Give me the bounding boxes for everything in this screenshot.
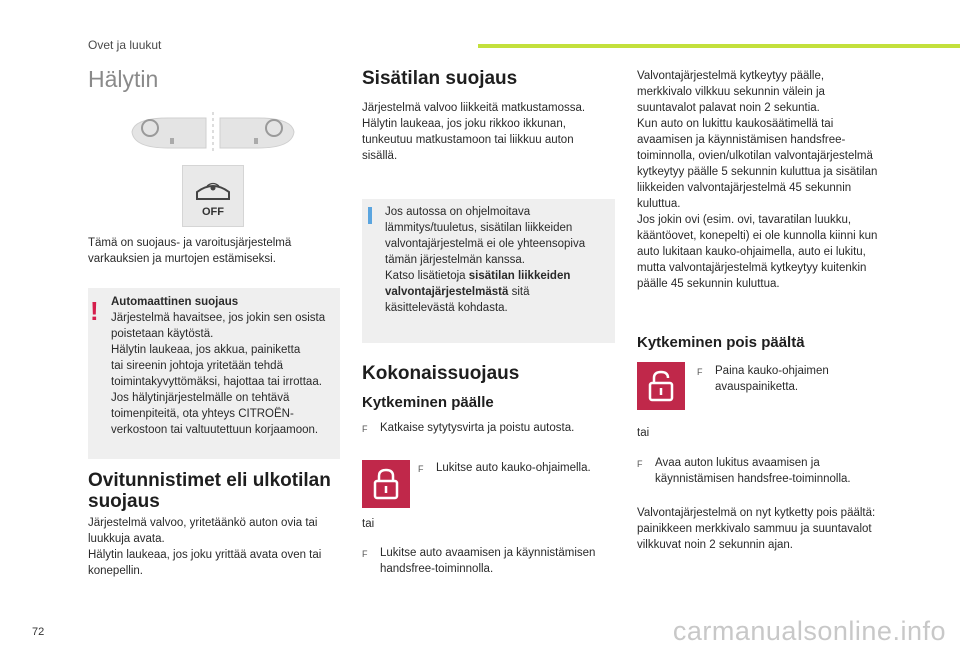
activation-step-3: F Lukitse auto avaamisen ja käynnistämisen handsfree-toiminnolla. (362, 547, 596, 575)
intro-text: Tämä on suojaus- ja varoitusjärjestelmä varkauksien ja murtojen estämiseksi. (88, 237, 292, 265)
deactivation-heading: Kytkeminen pois päältä (637, 334, 805, 351)
interior-sensor-illustration (128, 110, 298, 154)
section-accent-bar (478, 44, 960, 48)
unlock-icon (646, 369, 676, 403)
deactivation-or: tai (637, 427, 650, 439)
total-heading: Kokonaissuojaus (362, 363, 520, 384)
warning-text: Automaattinen suojaus Järjestelmä havaitsee, jos jokin sen osista poistetaan käytöstä. Hälytin laukeaa, jos akkua, painiketta tai sireenin johtoja yritetään tehdä toimintakyvyttömäksi, hajottaa tai irrottaa. Jos hälytinjärjestelmälle on tehtävä toimenpiteitä, ota yhteys CITROËN- verkostoon tai valtuutettuun korjaamoon. (111, 296, 326, 436)
lock-icon (371, 467, 401, 501)
activation-or: tai (362, 518, 375, 530)
warning-box (88, 288, 340, 459)
warning-title: Automaattinen suojaus (111, 296, 239, 308)
warning-icon: ! (90, 296, 99, 326)
activation-step-2: F Lukitse auto kauko-ohjaimella. (418, 462, 591, 474)
activation-step-1: F Katkaise sytytysvirta ja poistu autosta. (362, 422, 575, 434)
activation-result-text: Valvontajärjestelmä kytkeytyy päälle, merkkivalo vilkkuu sekunnin välein ja suuntavalot palavat noin 2 sekuntia. Kun auto on lukittu kaukosäätimellä tai avaamisen ja käynnistämisen handsfree- toiminnolla, ovien/ulkotilan valvontajärjestelmä kytkeytyy päälle 5 sekunnin kuluttua ja sisätilan liikkeiden valvontajärjestelmä 45 sekunnin kuluttua. Jos jokin ovi (esim. ovi, tavaratilan luukku, kääntöovet, konepelti) ei ole kunnolla kiinni kun auto lukitaan kauko-ohjaimella, auto ei lukitu, mutta valvontajärjestelmä kytkeytyy kuitenkin päälle 45 sekunnin kuluttua. (637, 70, 878, 290)
info-icon (368, 207, 372, 224)
watermark: carmanualsonline.info (672, 616, 946, 646)
info-text: Jos autossa on ohjelmoitava lämmitys/tuuletus, sisätilan liikkeiden valvontajärjestelmä ei ole yhteensopiva tämän järjestelmän kanssa. Katso lisätietoja sisätilan liikkeiden valvontajärjestelmästä sitä käsittelevästä kohdasta. (385, 206, 586, 314)
page-number: 72 (32, 626, 45, 638)
deactivation-result-text: Valvontajärjestelmä on nyt kytketty pois päältä: painikkeen merkkivalo sammuu ja suuntavalot vilkkuvat noin 2 sekunnin ajan. (637, 507, 876, 551)
lock-button-icon-box (362, 460, 410, 508)
info-box (362, 199, 615, 343)
activation-heading: Kytkeminen päälle (362, 394, 494, 411)
deactivation-step-2: F Avaa auton lukitus avaamisen ja käynnistämisen handsfree-toiminnolla. (637, 457, 851, 485)
section-label: Ovet ja luukut (88, 38, 162, 52)
unlock-button-icon-box (637, 362, 685, 410)
perimeter-heading: Ovitunnistimet eli ulkotilan suojaus (88, 470, 331, 512)
off-label: OFF (202, 206, 224, 218)
deactivation-step-1: F Paina kauko-ohjaimen avauspainiketta. (697, 365, 829, 393)
perimeter-text: Järjestelmä valvoo, yritetäänkö auton ovia tai luukkuja avata. Hälytin laukeaa, jos joku yrittää avata oven tai konepellin. (88, 517, 322, 577)
page-title: Hälytin (88, 66, 159, 92)
car-interior-sensor-icon (128, 110, 298, 154)
interior-heading: Sisätilan suojaus (362, 68, 518, 89)
alarm-off-button (182, 165, 244, 227)
interior-text: Järjestelmä valvoo liikkeitä matkustamossa. Hälytin laukeaa, jos joku rikkoo ikkunan, tunkeutuu matkustamoon tai liikkuu auton sisällä. (362, 102, 586, 162)
alarm-off-button-icon (183, 166, 243, 226)
